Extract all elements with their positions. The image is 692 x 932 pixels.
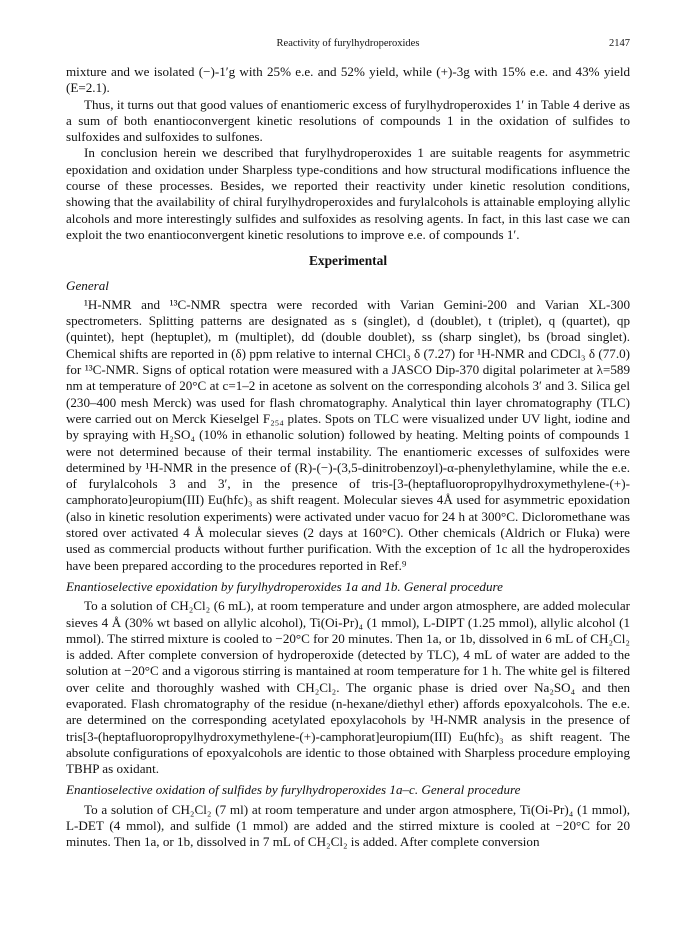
paragraph-enantioconvergent: Thus, it turns out that good values of enantiomeric excess of furylhydroperoxides 1′ in Table 4 derive as a sum of both enantioconvergent kinetic resolutions of compounds 1 in the oxidation of sulfides to sulfoxides and sulfoxides to sulfones.: [66, 96, 630, 145]
subheading-oxidation: Enantioselective oxidation of sulfides by furylhydroperoxides 1a–c. General procedure: [66, 782, 521, 798]
running-head: [66, 36, 630, 54]
paragraph-oxidation: To a solution of CH₂Cl₂ (7 ml) at room temperature and under argon atmosphere, Ti(Oi-Pr)₄ (1 mmol), L-DET (4 mmol), and sulfide (1 mmol) are added and the stirred mixture is cooled at −20°C for 20 minutes. Then 1a, or 1b, dissolved in 7 mL of CH₂Cl₂ is added. After complete conversion: [66, 801, 630, 850]
paragraph-continuation: mixture and we isolated (−)-1′g with 25% e.e. and 52% yield, while (+)-3g with 15% e.e. and 43% yield (E=2.1).: [66, 64, 630, 96]
paragraph-epoxidation: To a solution of CH₂Cl₂ (6 mL), at room temperature and under argon atmosphere, are added molecular sieves 4 Å (30% wt based on allylic alcohol), Ti(Oi-Pr)₄ (1 mmol), L-DIPT (1.25 mmol), allylic alcohol (1 mmol). The stirred mixture is cooled to −20°C for 20 minutes. Then 1a, or 1b, dissolved in 6 mL of CH₂Cl₂ is added. After complete conversion of hydroperoxide (detected by TLC), 4 mL of water are added to the solution at −20°C and a vigorous stirring is mantained at room temperature for 1 h. The white gel is filtered over celite and thoroughly washed with CH₂Cl₂. The organic phase is dried over Na₂SO₄ and then evaporated. Flash chromatography of the residue (n-hexane/diethyl ether) affords epoxyalcohols. The e.e. are determined on the corresponding acetylated epoxylacohols by ¹H-NMR analysis in the presence of tris[3-(heptafluoropropylhydroxymethylene-(+)-camphorat]europium(III) Eu(hfc)₃ as shift reagent. The absolute configurations of epoxyalcohols are identic to those obtained with Sharpless procedure employing TBHP as oxidant.: [66, 598, 630, 777]
page-number: 2147: [609, 38, 630, 49]
subheading-general: General: [66, 277, 109, 293]
paragraph-general: ¹H-NMR and ¹³C-NMR spectra were recorded with Varian Gemini-200 and Varian XL-300 spectrometers. Splitting patterns are designated as s (singlet), d (doublet), t (triplet), q (quartet), qp (quintet), hept (heptuplet), m (multiplet), dd (double doublet), ss (sharp singlet), bs (broad singlet). Chemical shifts are reported in (δ) ppm relative to internal CHCl₃ δ (7.27) for ¹H-NMR and CDCl₃ δ (77.0) for ¹³C-NMR. Signs of optical rotation were measured with a JASCO Dip-370 digital polarimeter at λ=589 nm at temperature of 20°C at c=1–2 in acetone as solvent on the corresponding alcohols 3′ and 3. Silica gel (230–400 mesh Merck) was used for flash chromatography. Analytical thin layer chromatography (TLC) were carried out on Merck Kieselgel F₂₅₄ plates. Spots on TLC were visualized under UV light, iodine and by spraying with H₂SO₄ (10% in ethanolic solution) followed by heating. Melting points of compounds 1 were not determined because of their termal instability. The enantiomeric excesses of sulfoxides were determined by ¹H-NMR in the presence of (R)-(−)-(3,5-dinitrobenzoyl)-α-phenylethylamine, while the e.e. of furylalcohols 3 and 3′, in the presence of tris-[3-(heptafluoropropylhydroxymethylene-(+)-camphorato]europium(III) Eu(hfc)₃ as shift reagent. Molecular sieves 4Å used for asymmetric epoxidation (also in kinetic resolution experiments) were activated under vacuo for 24 h at 300°C. Dicloromethane was stored over activated 4 Å molecular sieves (2 days at 160°C). Other chemicals (Aldrich or Fluka) were used as commercial products without further purification. With the exception of 1c all the hydroperoxides have been prepared according to the procedures reported in Ref.⁹: [66, 296, 630, 573]
section-title-experimental: Experimental: [308, 253, 388, 269]
subheading-epoxidation: Enantioselective epoxidation by furylhydroperoxides 1a and 1b. General procedure: [66, 578, 503, 594]
running-title: Reactivity of furylhydroperoxides: [276, 38, 420, 49]
paragraph-conclusion: In conclusion herein we described that furylhydroperoxides 1 are suitable reagents for asymmetric epoxidation and oxidation under Sharpless type-conditions and how structural modifications influence the course of these processes. Besides, we reported their reactivity under kinetic resolution conditions, showing that the availability of chiral furylhydroperoxides and furylalcohols is attainable employing allylic alcohols and more interestingly sulfides and sulfoxides as resolving agents. In fact, in this last case we can exploit the two enantioconvergent kinetic resolutions to improve e.e. of compounds 1′.: [66, 145, 630, 242]
